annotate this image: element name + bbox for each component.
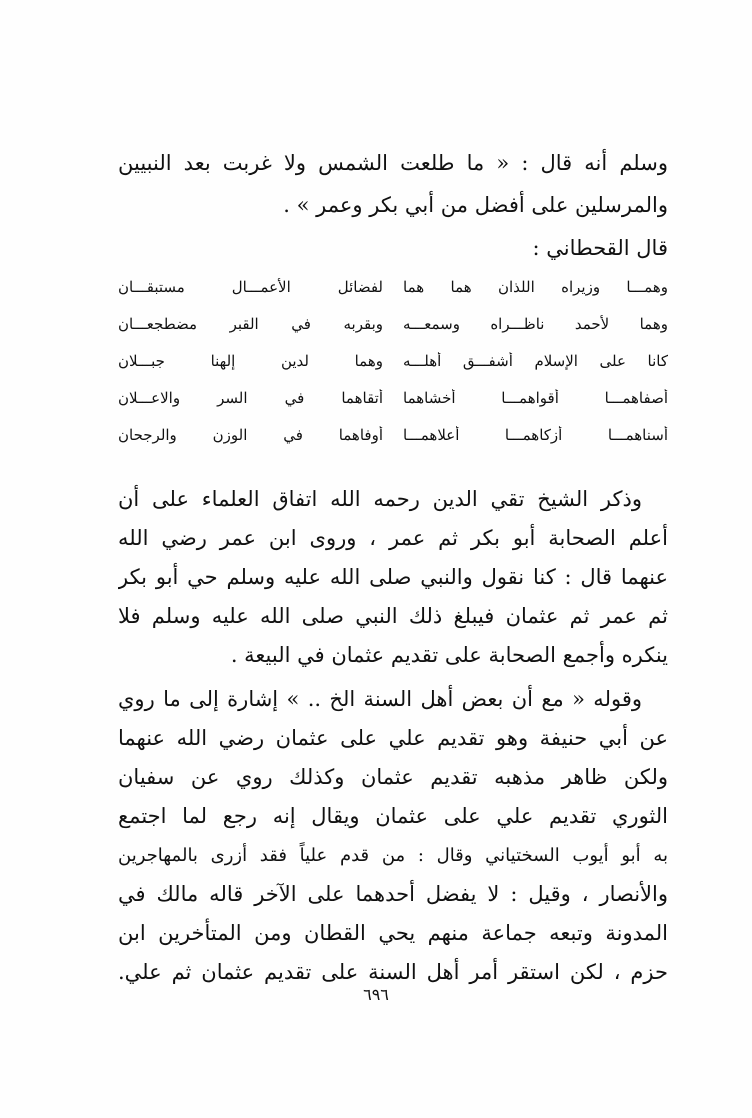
text-line: أعلم الصحابة أبو بكر ثم عمر ، وروى ابن عمر رضي الله [118, 526, 668, 550]
text-line: ولكن ظاهر مذهبه تقديم عثمان وكذلك روي عن سفيان [118, 765, 668, 789]
text-line: المدونة وتبعه جماعة منهم يحي القطان ومن المتأخرين ابن [118, 921, 668, 945]
verse-second-hemistich: وهما لدين إلهنا جبـــلان [118, 351, 383, 370]
poem-verse [118, 416, 668, 453]
verse-first-hemistich: وهمـــا وزيراه اللذان هما هما [403, 277, 668, 296]
poem-verse [118, 305, 668, 342]
verse-first-hemistich: وهما لأحمد ناظـــراه وسمعـــه [403, 314, 668, 333]
text-line: والمرسلين على أفضل من أبي بكر وعمر » . [283, 193, 668, 217]
verse-first-hemistich: أصفاهمـــا أقواهمـــا أخشاهما [403, 388, 668, 407]
poem-verse [118, 268, 668, 305]
poem-heading: قال القحطاني : [532, 236, 668, 260]
verse-second-hemistich: وبقربه في القبر مضطجعـــان [118, 314, 383, 333]
text-line: عنهما قال : كنا نقول والنبي صلى الله عليه وسلم حي أبو بكر [118, 565, 668, 589]
verse-second-hemistich: أتقاهما في السر والاعـــلان [118, 388, 383, 407]
text-line: وقوله « مع أن بعض أهل السنة الخ .. » إشارة إلى ما روي [118, 687, 642, 711]
paragraph-1 [118, 142, 668, 226]
paragraph-2 [118, 480, 668, 675]
poem-verse [118, 379, 668, 416]
text-line: ينكره وأجمع الصحابة على تقديم عثمان في البيعة . [230, 643, 668, 667]
poem-verse [118, 342, 668, 379]
paragraph-3 [118, 680, 668, 992]
text-line: عن أبي حنيفة وهو تقديم علي على عثمان رضي الله عنهما [118, 726, 668, 750]
verse-second-hemistich: لفضائل الأعمـــال مستبقـــان [118, 277, 383, 296]
text-line: حزم ، لكن استقر أمر أهل السنة على تقديم عثمان ثم علي. [118, 960, 668, 984]
poem [118, 268, 668, 453]
verse-first-hemistich: كانا على الإسلام أشفـــق أهلـــه [403, 351, 668, 370]
text-line: وذكر الشيخ تقي الدين رحمه الله اتفاق العلماء على أن [118, 487, 642, 511]
text-line: وسلم أنه قال : « ما طلعت الشمس ولا غربت بعد النبيين [118, 151, 668, 175]
text-line: والأنصار ، وقيل : لا يفضل أحدهما على الآخر قاله مالك في [118, 882, 668, 906]
text-line: ثم عمر ثم عثمان فيبلغ ذلك النبي صلى الله عليه وسلم فلا [118, 604, 668, 628]
text-line: به أبو أيوب السختياني وقال : من قدم علياً فقد أزرى بالمهاجرين [118, 845, 668, 866]
verse-second-hemistich: أوفاهما في الوزن والرجحان [118, 425, 383, 444]
text-line: الثوري تقديم علي على عثمان ويقال إنه رجع لما اجتمع [118, 804, 668, 828]
verse-first-hemistich: أسناهمـــا أزكاهمـــا أعلاهمـــا [403, 425, 668, 444]
page-number: ٦٩٦ [363, 985, 389, 1004]
